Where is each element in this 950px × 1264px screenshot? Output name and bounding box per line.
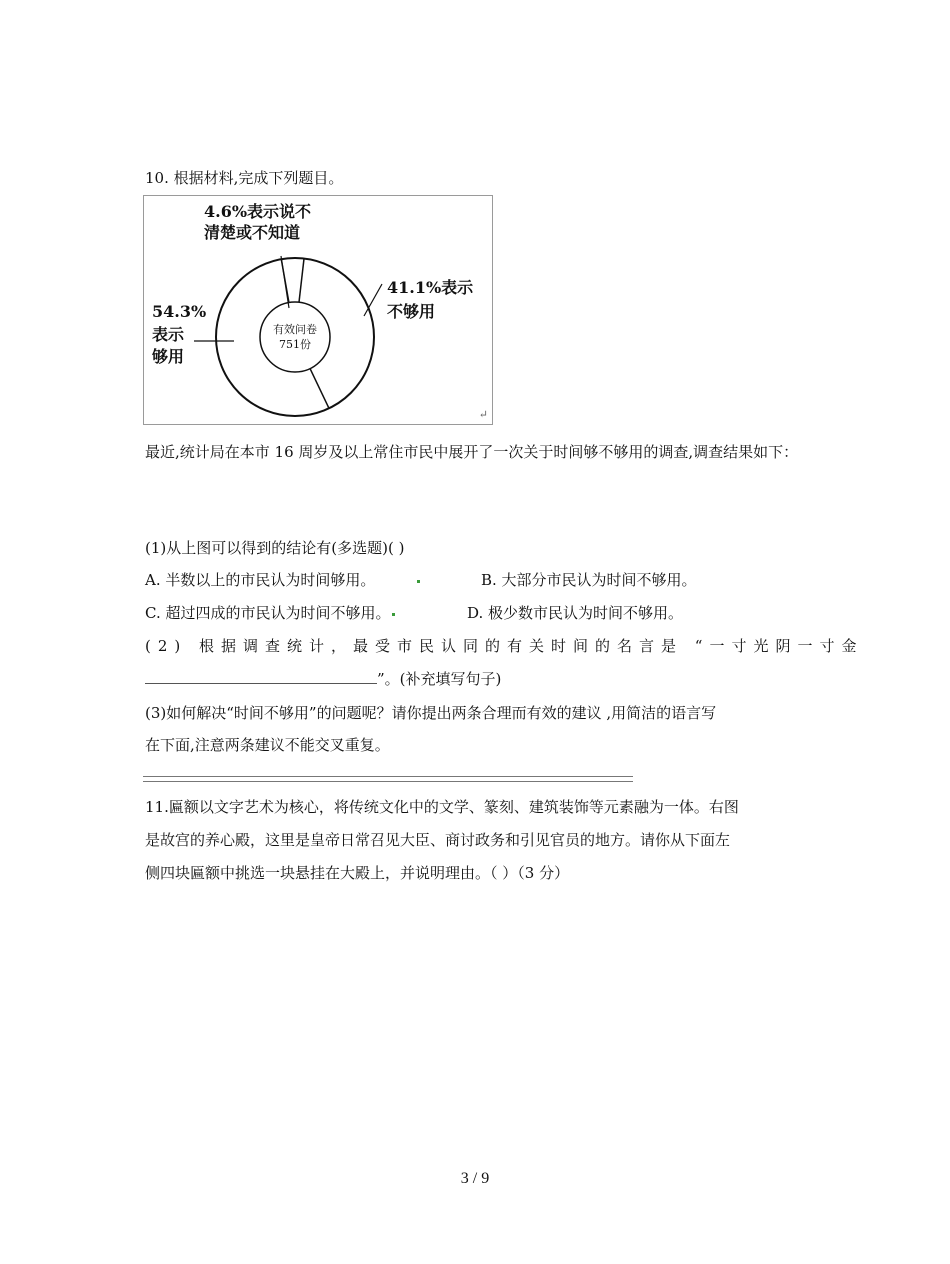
label-unsure-line2: 清楚或不知道 xyxy=(204,223,301,242)
option-c-text: C. 超过四成的市民认为时间不够用。 xyxy=(145,604,391,622)
return-mark: ↵ xyxy=(478,408,488,421)
label-not-enough-line1: 41.1%表示 xyxy=(387,278,474,297)
label-enough-line3: 够用 xyxy=(152,347,185,366)
q11-line1: 11.匾额以文字艺术为核心，将传统文化中的文学、篆刻、建筑装饰等元素融为一体。右图 xyxy=(145,798,739,816)
center-label-line2: 751份 xyxy=(279,338,311,351)
pie-inner-circle xyxy=(260,302,330,372)
option-a xyxy=(145,570,422,590)
fill-in-blank[interactable] xyxy=(145,668,377,684)
survey-pie-chart xyxy=(143,195,493,425)
slice-boundary-表示不够用 xyxy=(299,259,304,303)
sub3-line2: 在下面,注意两条建议不能交叉重复。 xyxy=(145,736,390,754)
label-not-enough-line2: 不够用 xyxy=(387,302,436,321)
sub2-line2-end: ”。(补充填写句子) xyxy=(377,670,502,688)
marker-dot xyxy=(417,580,420,583)
answer-line[interactable] xyxy=(143,776,633,782)
question-10-title: 10. 根据材料,完成下列题目。 xyxy=(145,169,344,187)
pie-outer-ring xyxy=(216,258,374,416)
slice-boundary-表示够用 xyxy=(310,369,329,409)
survey-intro: 最近,统计局在本市 16 周岁及以上常住市民中展开了一次关于时间够不够用的调查,调查结果如下： xyxy=(145,443,799,461)
label-enough-line2: 表示 xyxy=(152,325,185,344)
leader-line-top xyxy=(281,256,289,308)
sub3-line1: (3)如何解决“时间不够用”的问题呢？请你提出两条合理而有效的建议 ,用简洁的语言写 xyxy=(145,704,717,722)
q11-line3: 侧四块匾额中挑选一块悬挂在大殿上，并说明理由。（ ）（3 分） xyxy=(145,864,570,882)
sub1-question: (1)从上图可以得到的结论有(多选题)( ) xyxy=(145,539,405,557)
sub2-line1: (2) 根据调查统计，最受市民认同的有关时间的名言是 “一寸光阴一寸金 xyxy=(145,637,864,655)
center-label-line1: 有效问卷 xyxy=(273,323,317,336)
page-number: 3 / 9 xyxy=(460,1170,490,1187)
option-c xyxy=(145,603,397,623)
marker-dot xyxy=(392,613,395,616)
option-d: D. 极少数市民认为时间不够用。 xyxy=(467,604,684,622)
sub2-line2 xyxy=(145,668,501,689)
q11-line2: 是故宫的养心殿，这里是皇帝日常召见大臣、商讨政务和引见官员的地方。请你从下面左 xyxy=(145,831,731,849)
label-unsure-line1: 4.6%表示说不 xyxy=(204,202,312,221)
option-b: B. 大部分市民认为时间不够用。 xyxy=(481,571,697,589)
leader-line-right xyxy=(364,284,382,316)
label-enough-line1: 54.3% xyxy=(152,302,207,321)
option-a-text: A. 半数以上的市民认为时间够用。 xyxy=(145,571,376,589)
